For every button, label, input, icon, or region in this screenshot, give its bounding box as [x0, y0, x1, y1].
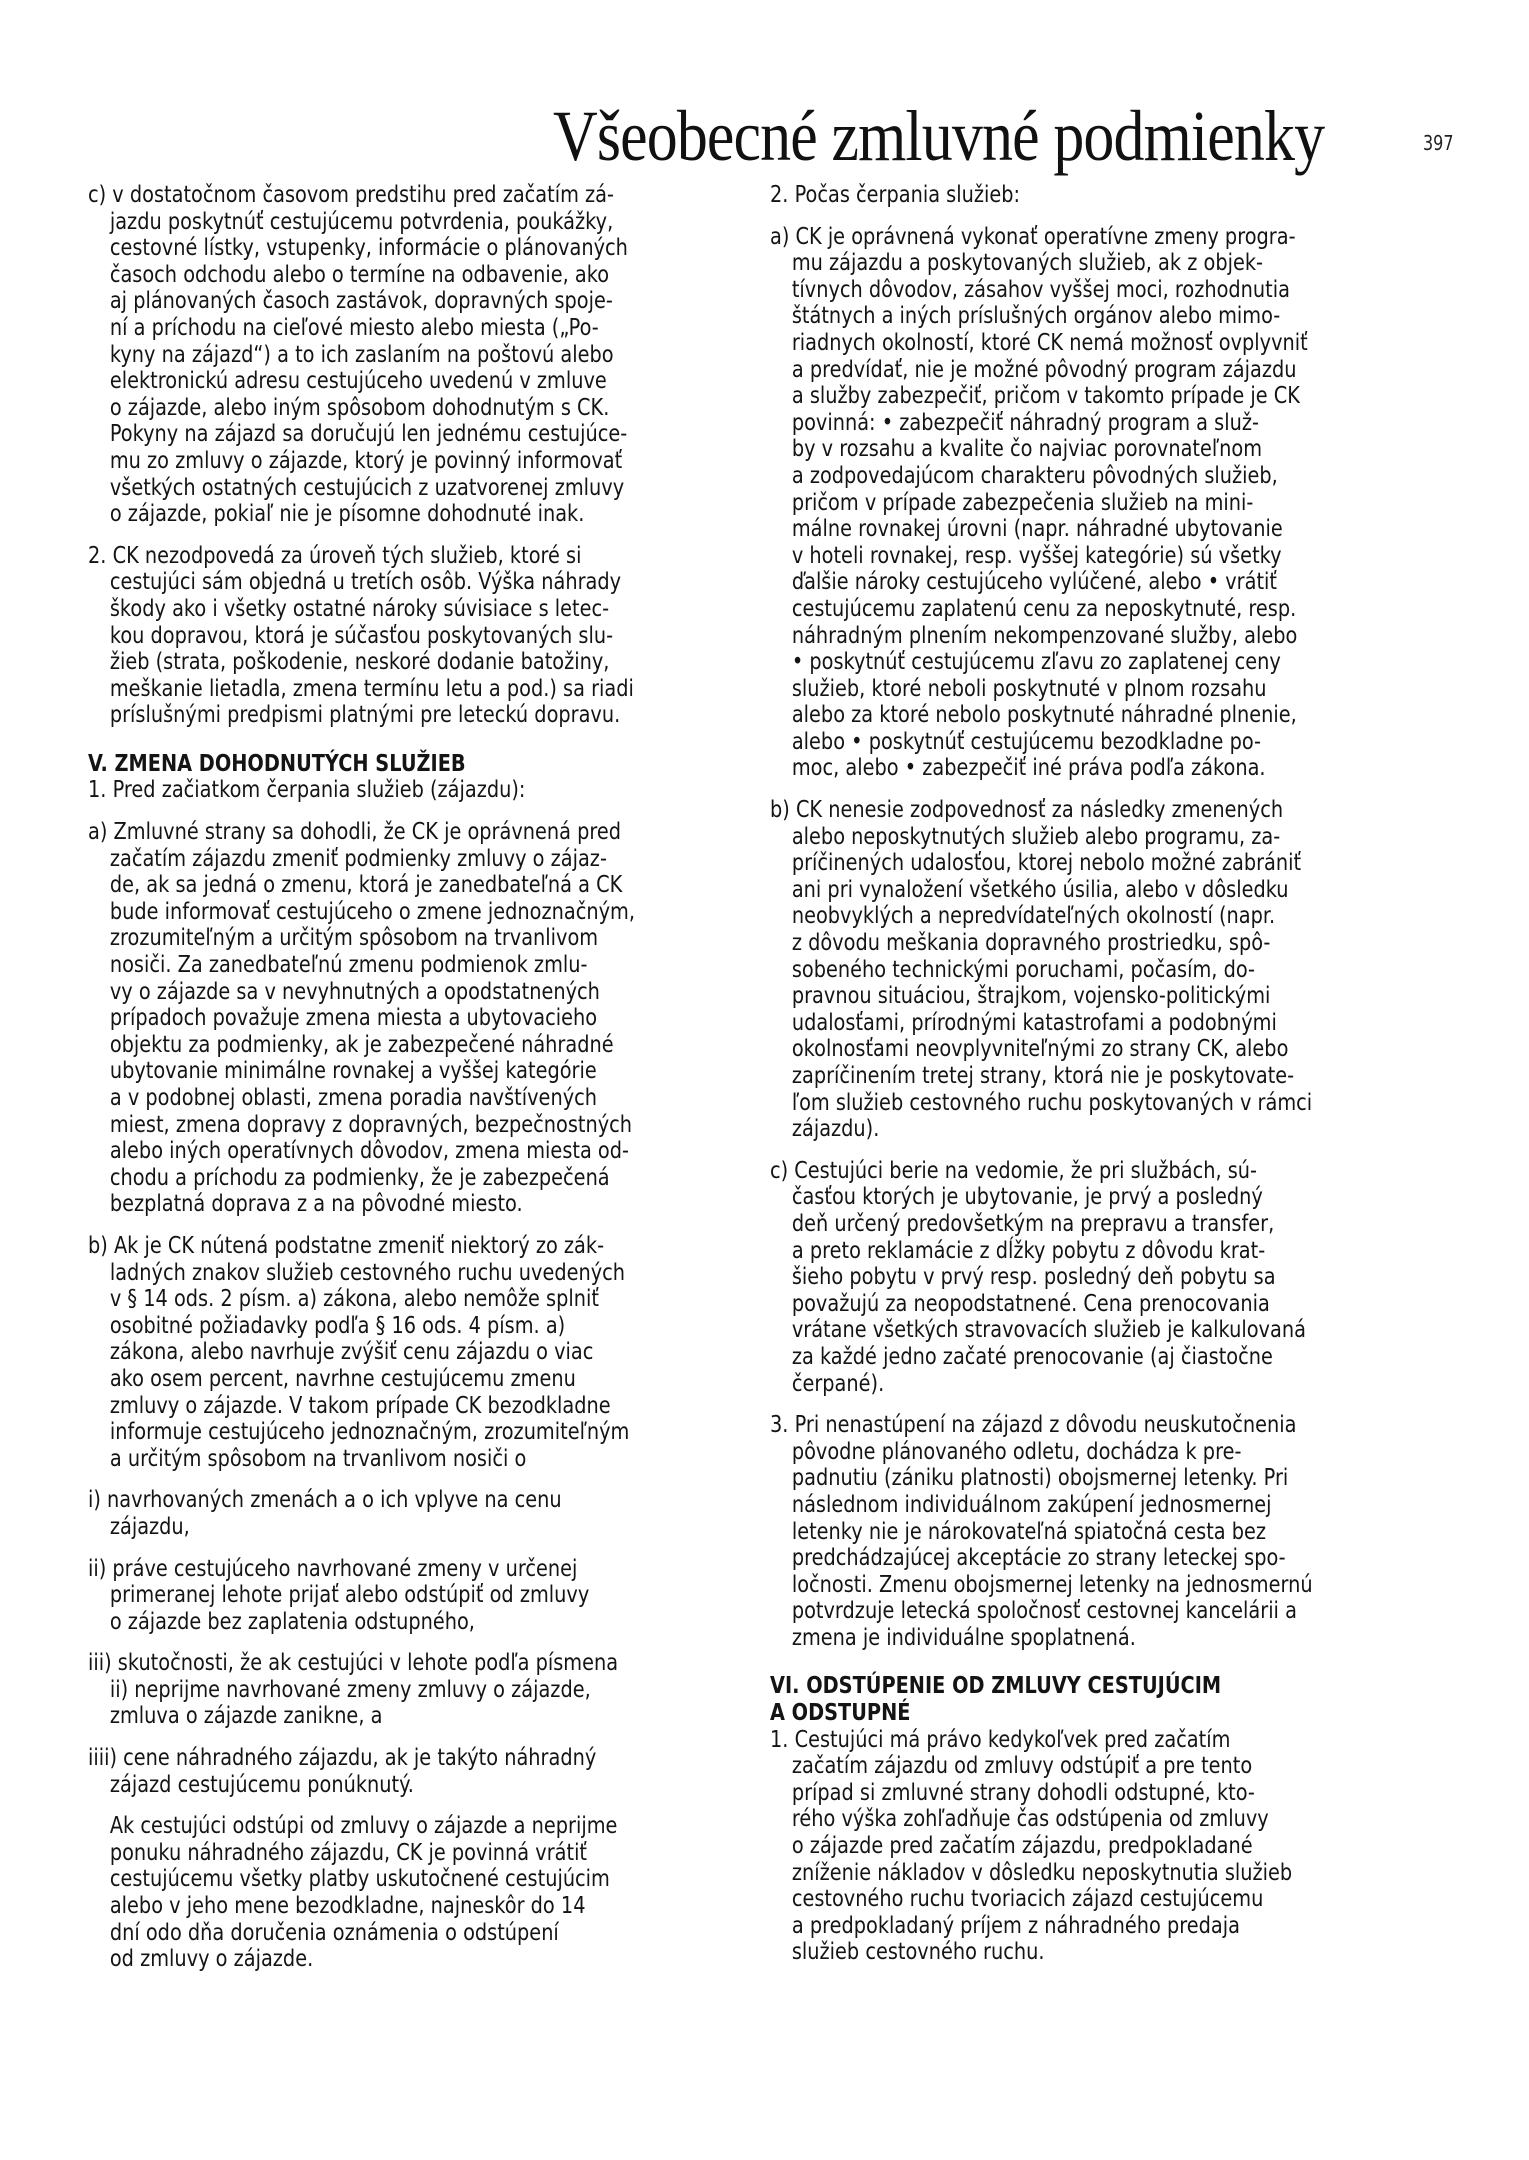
text-line: mu zo zmluvy o zájazde, ktorý je povinný informovať	[109, 447, 623, 474]
text-line: letenky nie je nárokovateľná spiatočná cesta bez	[791, 1518, 1267, 1545]
text-line: ladných znakov služieb cestovného ruchu uvedených	[109, 1259, 626, 1286]
text-line: ní a príchodu na cieľové miesto alebo miesta („Po-	[109, 314, 599, 341]
text-line: c) Cestujúci berie na vedomie, že pri službách, sú-	[770, 1157, 1258, 1184]
text-line: zákona, alebo navrhuje zvýšiť cenu zájazdu o viac	[109, 1339, 594, 1366]
text-line: ubytovanie minimálne rovnakej a vyššej kategórie	[109, 1058, 597, 1085]
text-line: VI. ODSTÚPENIE OD ZMLUVY CESTUJÚCIM	[770, 1673, 1222, 1700]
section-heading	[88, 751, 768, 778]
text-line: ii) práve cestujúceho navrhované zmeny v určenej	[88, 1555, 578, 1582]
text-line: potvrdzuje letecká spoločnosť cestovnej kancelárii a	[791, 1598, 1297, 1625]
text-line: prípad si zmluvné strany dohodli odstupné, kto-	[791, 1779, 1255, 1806]
text-line: sobeného technickými poruchami, počasím, do-	[791, 956, 1255, 983]
text-line: zmluva o zájazde zanikne, a	[109, 1703, 383, 1730]
text-line: elektronickú adresu cestujúceho uvedenú v zmluve	[109, 368, 607, 395]
text-line: zníženie nákladov v dôsledku neposkytnutia služieb	[791, 1859, 1293, 1886]
text-line: 1. Pred začiatkom čerpania služieb (zájazdu):	[88, 777, 526, 804]
text-line: cestovné lístky, vstupenky, informácie o plánovaných	[109, 235, 628, 262]
text-line: predchádzajúcej akceptácie zo strany leteckej spo-	[791, 1545, 1286, 1572]
text-line: alebo • poskytnúť cestujúcemu bezodkladne po-	[791, 728, 1262, 755]
text-line: a služby zabezpečiť, pričom v takomto prípade je CK	[791, 383, 1300, 410]
paragraph	[88, 1487, 768, 1540]
paragraph	[88, 1556, 768, 1636]
text-line: v hoteli rovnakej, resp. vyššej kategórie) sú všetky	[791, 542, 1282, 569]
text-line: pôvodne plánovaného odletu, dochádza k pre-	[791, 1438, 1242, 1465]
text-line: jazdu poskytnúť cestujúcemu potvrdenia, poukážky,	[109, 208, 614, 235]
right-column	[770, 182, 1450, 1981]
text-line: i) navrhovaných zmenách a o ich vplyve na cenu	[88, 1487, 562, 1514]
text-line: nosiči. Za zanedbateľnú zmenu podmienok zmlu-	[109, 952, 588, 979]
text-line: primeranej lehote prijať alebo odstúpiť od zmluvy	[109, 1582, 590, 1609]
text-line: povinná: • zabezpečiť náhradný program a služ-	[791, 409, 1259, 436]
text-line: zmena je individuálne spoplatnená.	[791, 1624, 1136, 1651]
page-title: Všeobecné zmluvné podmienky	[553, 96, 1325, 176]
text-line: alebo v jeho mene bezodkladne, najneskôr do 14	[109, 1893, 586, 1920]
text-line: informuje cestujúceho jednoznačným, zrozumiteľným	[109, 1419, 630, 1446]
text-line: cestujúcemu všetky platby uskutočnené cestujúcim	[109, 1866, 610, 1893]
text-line: rého výška zohľadňuje čas odstúpenia od zmluvy	[791, 1806, 1269, 1833]
text-line: meškanie lietadla, zmena termínu letu a pod.) sa riadi	[109, 675, 634, 702]
text-line: čerpané).	[791, 1370, 885, 1397]
text-line: riadnych okolností, ktoré CK nemá možnosť ovplyvniť	[791, 329, 1308, 356]
text-line: zapríčinením tretej strany, ktorá nie je poskytovate-	[791, 1063, 1295, 1089]
text-line: vy o zájazde sa v nevyhnutných a opodstatnených	[109, 978, 600, 1005]
text-line: ločnosti. Zmenu obojsmernej letenky na jednosmernú	[791, 1571, 1313, 1598]
paragraph	[88, 1745, 768, 1798]
text-line: 2. Počas čerpania služieb:	[770, 182, 1021, 208]
text-line: okolnosťami neovplyvniteľnými zo strany CK, alebo	[791, 1036, 1289, 1063]
text-line: ako osem percent, navrhne cestujúcemu zmenu	[109, 1365, 576, 1392]
text-line: v § 14 ods. 2 písm. a) zákona, alebo nemôže splniť	[109, 1286, 599, 1313]
paragraph	[88, 777, 768, 804]
text-line: bude informovať cestujúceho o zmene jednoznačným,	[109, 898, 635, 925]
text-line: tívnych dôvodov, zásahov vyššej moci, rozhodnutia	[791, 276, 1290, 303]
text-line: iiii) cene náhradného zájazdu, ak je takýto náhradný	[88, 1745, 597, 1772]
text-line: zájazdu).	[791, 1116, 880, 1143]
text-line: a zodpovedajúcom charakteru pôvodných služieb,	[791, 462, 1278, 489]
text-line: iii) skutočnosti, že ak cestujúci v lehote podľa písmena	[88, 1650, 619, 1677]
text-line: z dôvodu meškania dopravného prostriedku, spô-	[791, 930, 1271, 957]
text-line: by v rozsahu a kvalite čo najviac porovnateľnom	[791, 436, 1263, 463]
text-line: udalosťami, prírodnými katastrofami a podobnými	[791, 1009, 1277, 1036]
text-line: príslušnými predpismi platnými pre leteckú dopravu.	[109, 702, 621, 729]
text-line: a určitým spôsobom na trvanlivom nosiči o	[109, 1445, 527, 1472]
text-line: začatím zájazdu zmeniť podmienky zmluvy o zájaz-	[109, 845, 607, 872]
text-line: všetkých ostatných cestujúcich z uzatvorenej zmluvy	[109, 474, 625, 501]
text-line: škody ako i všetky ostatné nároky súvisiace s letec-	[109, 595, 610, 622]
text-line: cestovného ruchu tvoriacich zájazd cestujúcemu	[791, 1886, 1264, 1913]
paragraph	[770, 1727, 1450, 1966]
text-line: služieb cestovného ruchu.	[791, 1939, 1045, 1966]
text-line: pričom v prípade zabezpečenia služieb na mini-	[791, 489, 1254, 516]
text-line: prípadoch považuje zmena miesta a ubytovacieho	[109, 1005, 598, 1032]
text-line: neobvyklých a nepredvídateľných okolností (napr.	[791, 903, 1276, 930]
paragraph	[88, 543, 768, 729]
paragraph	[770, 1412, 1450, 1651]
text-line: následnom individuálnom zakúpení jednosmernej	[791, 1491, 1272, 1518]
text-line: alebo iných operatívnych dôvodov, zmena miesta od-	[109, 1138, 629, 1165]
text-line: cestujúci sám objedná u tretích osôb. Výška náhrady	[109, 569, 622, 596]
text-line: 2. CK nezodpovedá za úroveň tých služieb, ktoré si	[88, 542, 582, 569]
text-line: a v podobnej oblasti, zmena poradia navštívených	[109, 1085, 598, 1111]
text-line: Ak cestujúci odstúpi od zmluvy o zájazde a neprijme	[109, 1813, 618, 1840]
text-line: a) Zmluvné strany sa dohodli, že CK je oprávnená pred	[88, 819, 622, 846]
text-line: aj plánovaných časoch zastávok, dopravných spoje-	[109, 288, 613, 315]
text-line: V. ZMENA DOHODNUTÝCH SLUŽIEB	[88, 750, 466, 777]
paragraph	[770, 797, 1450, 1143]
text-line: ponuku náhradného zájazdu, CK je povinná vrátiť	[109, 1839, 588, 1866]
text-line: zájazd cestujúcemu ponúknutý.	[109, 1771, 414, 1798]
paragraph	[88, 182, 768, 528]
text-line: de, ak sa jedná o zmenu, ktorá je zanedbateľná a CK	[109, 872, 623, 899]
text-line: o zájazde bez zaplatenia odstupného,	[109, 1608, 475, 1635]
text-line: pravnou situáciou, štrajkom, vojensko-politickými	[791, 983, 1271, 1010]
text-line: b) CK nenesie zodpovednosť za následky zmenených	[770, 797, 1284, 824]
text-line: alebo neposkytnutých služieb alebo programu, za-	[791, 823, 1281, 850]
text-line: kyny na zájazd“) a to ich zaslaním na poštovú alebo	[109, 341, 614, 368]
text-line: dní odo dňa doručenia oznámenia o odstúpení	[109, 1919, 559, 1946]
text-line: a preto reklamácie z dĺžky pobytu z dôvodu krat-	[791, 1237, 1266, 1264]
text-line: moc, alebo • zabezpečiť iné práva podľa zákona.	[791, 755, 1266, 782]
section-heading	[770, 1673, 1450, 1726]
text-line: objektu za podmienky, ak je zabezpečené náhradné	[109, 1031, 614, 1058]
left-column	[88, 182, 768, 1988]
text-line: alebo za ktoré nebolo poskytnuté náhradné plnenie,	[791, 702, 1297, 729]
text-line: považujú za neopodstatnené. Cena prenocovania	[791, 1290, 1270, 1317]
paragraph	[88, 1813, 768, 1973]
text-line: miest, zmena dopravy z dopravných, bezpečnostných	[109, 1111, 633, 1138]
text-line: padnutiu (zániku platnosti) obojsmernej letenky. Pri	[791, 1465, 1289, 1492]
text-line: kou dopravou, ktorá je súčasťou poskytovaných slu-	[109, 622, 614, 649]
text-line: služieb, ktoré neboli poskytnuté v plnom rozsahu	[791, 675, 1267, 702]
text-line: zmluvy o zájazde. V takom prípade CK bezodkladne	[109, 1392, 611, 1419]
text-line: A ODSTUPNÉ	[770, 1700, 911, 1727]
text-line: a predpokladaný príjem z náhradného predaja	[791, 1912, 1240, 1939]
text-line: deň určený predovšetkým na prepravu a transfer,	[791, 1210, 1275, 1237]
text-line: • poskytnúť cestujúcemu zľavu zo zaplatenej ceny	[791, 649, 1281, 676]
text-line: cestujúcemu zaplatenú cenu za neposkytnuté, resp.	[791, 595, 1297, 622]
text-line: zrozumiteľným a určitým spôsobom na trvanlivom	[109, 925, 599, 952]
text-line: a) CK je oprávnená vykonať operatívne zmeny progra-	[770, 223, 1296, 250]
text-line: o zájazde pred začatím zájazdu, predpokladané	[791, 1833, 1253, 1860]
paragraph	[88, 1650, 768, 1730]
text-line: ľom služieb cestovného ruchu poskytovaných v rámci	[791, 1089, 1313, 1116]
text-line: zájazdu,	[109, 1513, 190, 1540]
text-line: žieb (strata, poškodenie, neskoré dodanie batožiny,	[109, 649, 610, 676]
paragraph	[88, 819, 768, 1218]
text-line: bezplatná doprava z a na pôvodné miesto.	[109, 1191, 523, 1218]
text-line: náhradným plnením nekompenzované služby, alebo	[791, 622, 1298, 649]
text-line: začatím zájazdu od zmluvy odstúpiť a pre tento	[791, 1753, 1253, 1780]
text-line: b) Ak je CK nútená podstatne zmeniť niektorý zo zák-	[88, 1232, 605, 1259]
text-line: chodu a príchodu za podmienky, že je zabezpečená	[109, 1164, 610, 1191]
text-line: a predvídať, nie je možné pôvodný program zájazdu	[791, 356, 1297, 383]
text-line: c) v dostatočnom časovom predstihu pred začatím zá-	[88, 182, 614, 208]
text-line: šieho pobytu v prvý resp. posledný deň pobytu sa	[791, 1264, 1276, 1291]
text-line: ďalšie nároky cestujúceho vylúčené, alebo • vrátiť	[791, 569, 1277, 596]
page-number: 397	[1423, 131, 1454, 155]
paragraph	[770, 1158, 1450, 1397]
text-line: o zájazde, pokiaľ nie je písomne dohodnuté inak.	[109, 501, 585, 528]
text-line: časťou ktorých je ubytovanie, je prvý a posledný	[791, 1184, 1263, 1211]
text-line: za každé jedno začaté prenocovanie (aj čiastočne	[791, 1343, 1273, 1370]
text-line: mu zájazdu a poskytovaných služieb, ak z objek-	[791, 250, 1264, 277]
text-line: časoch odchodu alebo o termíne na odbavenie, ako	[109, 261, 610, 288]
paragraph	[770, 182, 1450, 209]
text-line: Pokyny na zájazd sa doručujú len jednému cestujúce-	[109, 421, 628, 448]
paragraph	[88, 1233, 768, 1472]
text-line: vrátane všetkých stravovacích služieb je kalkulovaná	[791, 1317, 1306, 1344]
text-line: ii) neprijme navrhované zmeny zmluvy o zájazde,	[109, 1676, 591, 1703]
text-line: 1. Cestujúci má právo kedykoľvek pred začatím	[770, 1726, 1231, 1753]
text-line: od zmluvy o zájazde.	[109, 1946, 314, 1973]
text-line: príčinených udalosťou, ktorej nebolo možné zabrániť	[791, 850, 1302, 877]
text-line: ani pri vynaložení všetkého úsilia, alebo v dôsledku	[791, 876, 1289, 903]
text-line: málne rovnakej úrovni (napr. náhradné ubytovanie	[791, 516, 1283, 543]
text-line: o zájazde, alebo iným spôsobom dohodnutým s CK.	[109, 394, 610, 421]
text-line: 3. Pri nenastúpení na zájazd z dôvodu neuskutočnenia	[770, 1412, 1297, 1439]
text-line: osobitné požiadavky podľa § 16 ods. 4 písm. a)	[109, 1312, 566, 1339]
paragraph	[770, 224, 1450, 782]
text-line: štátnych a iných príslušných orgánov alebo mimo-	[791, 303, 1281, 330]
